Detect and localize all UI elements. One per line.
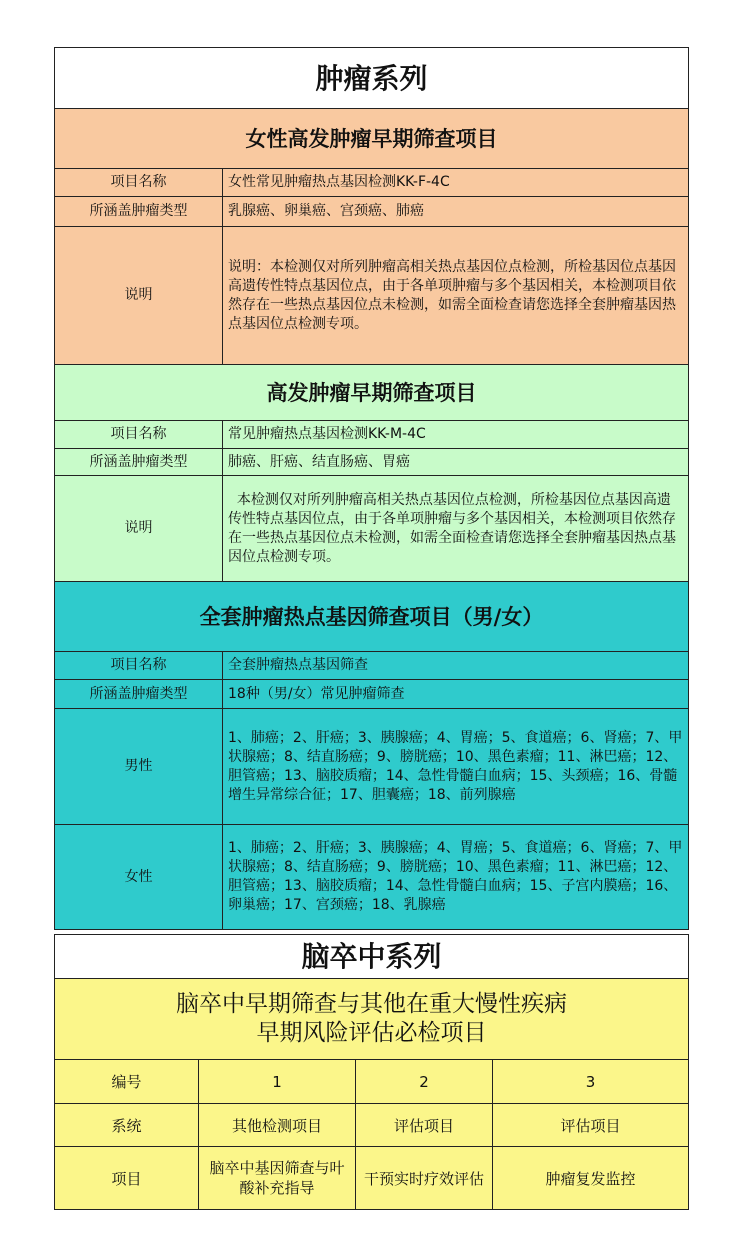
high-name-row [54,421,689,449]
stroke-sys-1: 其他检测项目 [199,1104,356,1146]
stroke-no-3: 3 [585,1072,596,1091]
female-section-header [54,109,689,169]
full-section-header [54,582,689,652]
tumor-series-header [54,47,689,109]
female-note-label: 说明 [55,227,223,364]
full-male-row [54,709,689,825]
female-note-row [54,227,689,365]
stroke-item-label: 项目 [55,1147,199,1209]
full-female-value: 1、肺癌；2、肝癌；3、胰腺癌；4、胃癌；5、食道癌；6、肾癌；7、甲状腺癌；8、结直肠癌；9、膀胱癌；10、黑色素瘤；11、淋巴癌；12、胆管癌；13、脑胶质瘤；14、急性骨髓白血病；15、子宫内膜癌；16、卵巢癌；17、宫颈癌；18、乳腺癌 [228,840,683,913]
high-note-label: 说明 [55,476,223,581]
full-male-label: 男性 [55,709,223,824]
full-female-label: 女性 [55,825,223,929]
high-type-row [54,449,689,476]
full-section-title: 全套肿瘤热点基因筛查项目（男/女） [199,604,544,629]
female-note-value: 说明：本检测仅对所列肿瘤高相关热点基因位点检测，所检基因位点基因高遗传性特点基因位点，由于各单项肿瘤与多个基因相关，本检测项目依然存在一些热点基因位点未检测，如需全面检查请您选择全套肿瘤基因热点基因位点检测专项。 [228,258,676,332]
stroke-row-item [54,1147,689,1210]
high-name-value: 常见肿瘤热点基因检测KK-M-4C [228,426,426,442]
tumor-series-title: 肿瘤系列 [315,61,428,95]
full-type-value: 18种（男/女）常见肿瘤筛查 [228,685,405,702]
female-type-value: 乳腺癌、卵巢癌、宫颈癌、肺癌 [228,203,424,219]
stroke-title-line1: 脑卒中早期筛查与其他在重大慢性疾病 [176,991,567,1017]
stroke-item-3: 肿瘤复发监控 [545,1169,636,1188]
full-type-label: 所涵盖肿瘤类型 [55,680,223,708]
female-name-value: 女性常见肿瘤热点基因检测KK-F-4C [228,174,450,190]
stroke-sys-2: 评估项目 [356,1104,493,1146]
stroke-sys-3: 评估项目 [560,1116,621,1135]
stroke-section-title [55,979,688,1059]
stroke-item-1: 脑卒中基因筛查与叶酸补充指导 [199,1147,356,1209]
female-section-title: 女性高发肿瘤早期筛查项目 [245,126,498,151]
stroke-no-label: 编号 [55,1060,199,1103]
stroke-sys-label: 系统 [55,1104,199,1146]
high-section-header [54,365,689,421]
high-note-value: 本检测仅对所列肿瘤高相关热点基因位点检测，所检基因位点基因高遗传性特点基因位点，由于各单项肿瘤与多个基因相关，本检测项目依然存在一些热点基因位点未检测，如需全面检查请您选择全套肿瘤基因热点基因位点检测专项。 [228,491,676,565]
stroke-row-system [54,1104,689,1147]
stroke-item-2: 干预实时疗效评估 [356,1147,493,1209]
stroke-row-number [54,1060,689,1104]
high-type-value: 肺癌、肝癌、结直肠癌、胃癌 [228,453,410,470]
stroke-no-2: 2 [356,1060,493,1103]
full-name-value: 全套肿瘤热点基因筛查 [228,657,368,673]
female-name-row [54,169,689,197]
female-type-label: 所涵盖肿瘤类型 [55,197,223,226]
female-name-label: 项目名称 [55,169,223,196]
report-sheet [54,47,689,1210]
high-name-label: 项目名称 [55,421,223,448]
stroke-series-title: 脑卒中系列 [301,940,442,973]
high-note-row [54,476,689,582]
high-type-label: 所涵盖肿瘤类型 [55,449,223,475]
full-name-row [54,652,689,680]
stroke-no-1: 1 [199,1060,356,1103]
high-section-title: 高发肿瘤早期筛查项目 [266,380,477,405]
stroke-series-header [54,934,689,979]
full-male-value: 1、肺癌；2、肝癌；3、胰腺癌；4、胃癌；5、食道癌；6、肾癌；7、甲状腺癌；8、结直肠癌；9、膀胱癌；10、黑色素瘤；11、淋巴癌；12、胆管癌；13、脑胶质瘤；14、急性骨髓白血病；15、头颈癌；16、骨髓增生异常综合征；17、胆囊癌；18、前列腺癌 [228,729,683,803]
stroke-title-line2: 早期风险评估必检项目 [256,1020,487,1046]
full-name-label: 项目名称 [55,652,223,679]
full-type-row [54,680,689,709]
female-type-row [54,197,689,227]
full-female-row [54,825,689,930]
stroke-section-header [54,979,689,1060]
